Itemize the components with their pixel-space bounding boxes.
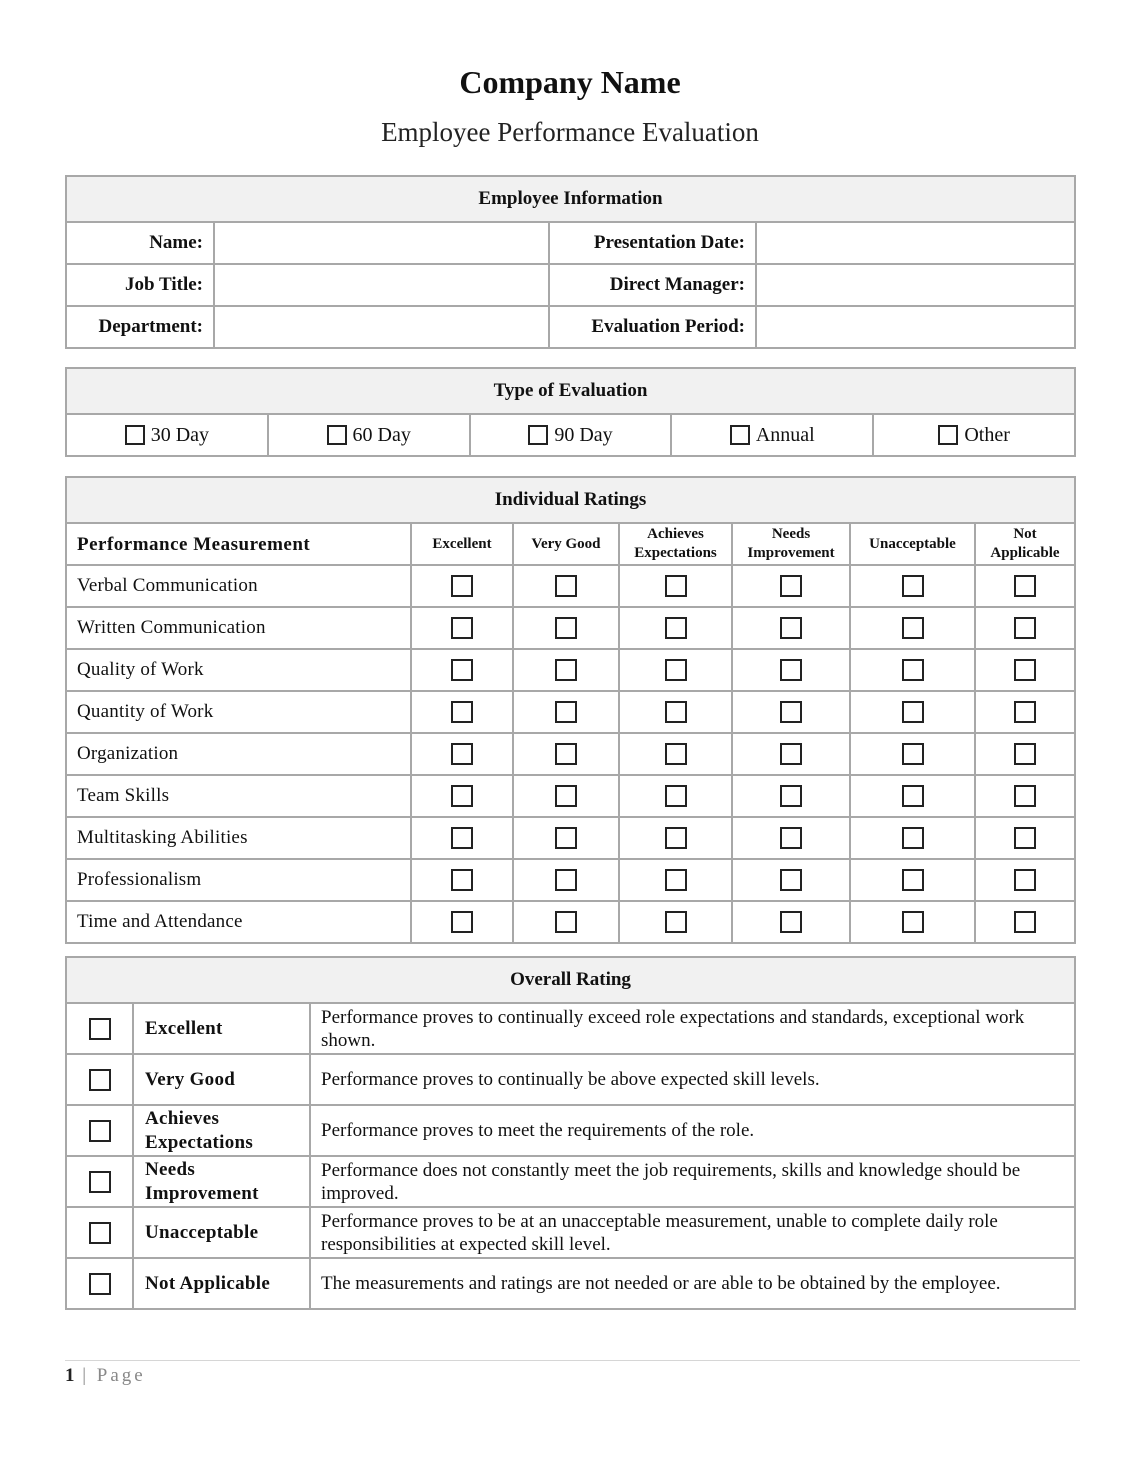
rating-column-label: Excellent bbox=[432, 535, 492, 552]
type-option-other[interactable] bbox=[873, 414, 1075, 456]
rating-column-label: Achieves bbox=[647, 526, 704, 542]
rating-column-header bbox=[619, 523, 732, 565]
rating-cell[interactable] bbox=[411, 859, 513, 901]
rating-cell[interactable] bbox=[732, 817, 850, 859]
rating-column-label: Very Good bbox=[531, 535, 601, 552]
measurement-label: Quality of Work bbox=[66, 649, 411, 691]
rating-checkbox[interactable] bbox=[902, 701, 924, 723]
rating-cell[interactable] bbox=[513, 691, 619, 733]
rating-checkbox[interactable] bbox=[451, 575, 473, 597]
rating-cell[interactable] bbox=[411, 649, 513, 691]
page-number: 1 bbox=[65, 1365, 75, 1386]
rating-checkbox[interactable] bbox=[780, 869, 802, 891]
rating-cell[interactable] bbox=[619, 649, 732, 691]
rating-checkbox[interactable] bbox=[555, 827, 577, 849]
rating-checkbox[interactable] bbox=[665, 743, 687, 765]
rating-checkbox[interactable] bbox=[555, 743, 577, 765]
measurement-label: Team Skills bbox=[66, 775, 411, 817]
rating-checkbox[interactable] bbox=[1014, 869, 1036, 891]
overall-rating-name bbox=[133, 1258, 310, 1309]
table-row bbox=[66, 733, 1075, 775]
rating-cell[interactable] bbox=[619, 775, 732, 817]
rating-cell[interactable] bbox=[975, 565, 1075, 607]
overall-checkbox-cell[interactable] bbox=[66, 1003, 133, 1054]
rating-checkbox[interactable] bbox=[1014, 911, 1036, 933]
overall-rating-name-line: Not Applicable bbox=[145, 1272, 271, 1294]
rating-cell[interactable] bbox=[975, 691, 1075, 733]
rating-cell[interactable] bbox=[513, 859, 619, 901]
rating-cell[interactable] bbox=[850, 817, 975, 859]
table-row bbox=[66, 859, 1075, 901]
rating-cell[interactable] bbox=[975, 901, 1075, 943]
rating-column-label: Unacceptable bbox=[869, 535, 956, 552]
rating-cell[interactable] bbox=[619, 607, 732, 649]
rating-checkbox[interactable] bbox=[780, 785, 802, 807]
overall-checkbox[interactable] bbox=[89, 1273, 111, 1295]
employee-info-heading: Employee Information bbox=[66, 176, 1075, 222]
rating-cell[interactable] bbox=[619, 901, 732, 943]
table-row bbox=[66, 1054, 1075, 1105]
type-option-label: 90 Day bbox=[554, 423, 613, 446]
rating-checkbox[interactable] bbox=[555, 659, 577, 681]
checkbox[interactable] bbox=[327, 425, 347, 445]
rating-checkbox[interactable] bbox=[555, 617, 577, 639]
overall-rating-name-line: Achieves bbox=[145, 1107, 220, 1129]
type-option-30-day[interactable] bbox=[66, 414, 268, 456]
rating-cell[interactable] bbox=[513, 817, 619, 859]
measurement-label: Written Communication bbox=[66, 607, 411, 649]
table-row bbox=[66, 691, 1075, 733]
rating-column-label: Applicable bbox=[990, 545, 1060, 561]
rating-checkbox[interactable] bbox=[902, 911, 924, 933]
overall-rating-name bbox=[133, 1003, 310, 1054]
rating-checkbox[interactable] bbox=[1014, 827, 1036, 849]
table-row bbox=[66, 607, 1075, 649]
rating-cell[interactable] bbox=[850, 607, 975, 649]
rating-cell[interactable] bbox=[411, 901, 513, 943]
individual-ratings-table bbox=[65, 476, 1076, 944]
rating-checkbox[interactable] bbox=[665, 785, 687, 807]
rating-cell[interactable] bbox=[411, 607, 513, 649]
company-name: Company Name bbox=[459, 64, 681, 100]
rating-checkbox[interactable] bbox=[451, 785, 473, 807]
rating-cell[interactable] bbox=[850, 565, 975, 607]
evaluation-period-field[interactable] bbox=[756, 306, 1075, 348]
rating-checkbox[interactable] bbox=[665, 701, 687, 723]
rating-checkbox[interactable] bbox=[555, 701, 577, 723]
overall-checkbox[interactable] bbox=[89, 1171, 111, 1193]
rating-cell[interactable] bbox=[975, 859, 1075, 901]
rating-checkbox[interactable] bbox=[555, 785, 577, 807]
table-row bbox=[66, 817, 1075, 859]
rating-column-label: Not bbox=[1013, 526, 1037, 542]
rating-cell[interactable] bbox=[732, 859, 850, 901]
rating-cell[interactable] bbox=[411, 733, 513, 775]
rating-checkbox[interactable] bbox=[451, 827, 473, 849]
rating-checkbox[interactable] bbox=[902, 743, 924, 765]
overall-rating-name-line: Excellent bbox=[145, 1017, 223, 1039]
rating-checkbox[interactable] bbox=[665, 659, 687, 681]
rating-checkbox[interactable] bbox=[665, 617, 687, 639]
measurement-label: Multitasking Abilities bbox=[66, 817, 411, 859]
rating-checkbox[interactable] bbox=[451, 743, 473, 765]
rating-checkbox[interactable] bbox=[902, 785, 924, 807]
rating-cell[interactable] bbox=[619, 691, 732, 733]
overall-rating-name bbox=[133, 1156, 310, 1207]
rating-checkbox[interactable] bbox=[780, 911, 802, 933]
rating-cell[interactable] bbox=[850, 733, 975, 775]
overall-rating-description: Performance proves to continually be above expected skill levels. bbox=[310, 1054, 1075, 1105]
evaluation-period-label: Evaluation Period: bbox=[549, 306, 756, 348]
rating-checkbox[interactable] bbox=[555, 575, 577, 597]
individual-ratings-heading: Individual Ratings bbox=[66, 477, 1075, 523]
overall-rating-name-line: Expectations bbox=[145, 1131, 254, 1153]
measurement-label: Organization bbox=[66, 733, 411, 775]
rating-checkbox[interactable] bbox=[902, 575, 924, 597]
rating-cell[interactable] bbox=[619, 733, 732, 775]
overall-rating-name-line: Improvement bbox=[145, 1182, 259, 1204]
rating-checkbox[interactable] bbox=[780, 659, 802, 681]
rating-cell[interactable] bbox=[732, 901, 850, 943]
overall-checkbox[interactable] bbox=[89, 1120, 111, 1142]
page-label: | Page bbox=[82, 1365, 146, 1386]
table-row bbox=[66, 1105, 1075, 1156]
table-row bbox=[66, 1156, 1075, 1207]
overall-rating-description: Performance proves to be at an unacceptable measurement, unable to complete daily role responsibilities at expected skill level. bbox=[310, 1207, 1075, 1258]
rating-cell[interactable] bbox=[975, 607, 1075, 649]
rating-cell[interactable] bbox=[975, 733, 1075, 775]
rating-cell[interactable] bbox=[513, 733, 619, 775]
table-row bbox=[66, 649, 1075, 691]
rating-checkbox[interactable] bbox=[902, 827, 924, 849]
rating-cell[interactable] bbox=[619, 565, 732, 607]
table-row bbox=[66, 565, 1075, 607]
overall-rating-description: Performance proves to continually exceed role expectations and standards, exceptional work shown. bbox=[310, 1003, 1075, 1054]
rating-column-header bbox=[411, 523, 513, 565]
overall-checkbox[interactable] bbox=[89, 1069, 111, 1091]
job-title-label: Job Title: bbox=[66, 264, 214, 306]
rating-cell[interactable] bbox=[513, 649, 619, 691]
rating-checkbox[interactable] bbox=[1014, 659, 1036, 681]
overall-rating-name-line: Needs bbox=[145, 1158, 196, 1180]
name-field[interactable] bbox=[214, 222, 549, 264]
presentation-date-label: Presentation Date: bbox=[549, 222, 756, 264]
rating-cell[interactable] bbox=[850, 775, 975, 817]
overall-rating-name bbox=[133, 1105, 310, 1156]
checkbox[interactable] bbox=[125, 425, 145, 445]
rating-checkbox[interactable] bbox=[451, 869, 473, 891]
type-option-label: Other bbox=[964, 423, 1010, 446]
rating-cell[interactable] bbox=[850, 859, 975, 901]
rating-checkbox[interactable] bbox=[902, 659, 924, 681]
overall-checkbox-cell[interactable] bbox=[66, 1207, 133, 1258]
overall-checkbox[interactable] bbox=[89, 1222, 111, 1244]
evaluation-type-heading: Type of Evaluation bbox=[66, 368, 1075, 414]
measurement-label: Quantity of Work bbox=[66, 691, 411, 733]
type-option-90-day[interactable] bbox=[470, 414, 672, 456]
measurement-label: Verbal Communication bbox=[66, 565, 411, 607]
form-title: Employee Performance Evaluation bbox=[381, 117, 759, 147]
rating-column-label: Improvement bbox=[747, 545, 835, 561]
overall-checkbox-cell[interactable] bbox=[66, 1105, 133, 1156]
rating-cell[interactable] bbox=[975, 775, 1075, 817]
department-label: Department: bbox=[66, 306, 214, 348]
rating-cell[interactable] bbox=[411, 691, 513, 733]
rating-checkbox[interactable] bbox=[780, 827, 802, 849]
rating-checkbox[interactable] bbox=[1014, 701, 1036, 723]
rating-checkbox[interactable] bbox=[902, 869, 924, 891]
rating-cell[interactable] bbox=[732, 565, 850, 607]
info-row bbox=[66, 264, 1075, 306]
rating-checkbox[interactable] bbox=[1014, 575, 1036, 597]
overall-rating-name bbox=[133, 1207, 310, 1258]
rating-checkbox[interactable] bbox=[1014, 617, 1036, 639]
table-row bbox=[66, 1003, 1075, 1054]
type-option-label: Annual bbox=[755, 423, 815, 446]
rating-column-header bbox=[975, 523, 1075, 565]
overall-rating-description: Performance proves to meet the requirements of the role. bbox=[310, 1105, 1075, 1156]
rating-cell[interactable] bbox=[975, 817, 1075, 859]
rating-checkbox[interactable] bbox=[902, 617, 924, 639]
rating-cell[interactable] bbox=[850, 691, 975, 733]
overall-rating-table bbox=[65, 956, 1076, 1310]
rating-cell[interactable] bbox=[619, 859, 732, 901]
rating-checkbox[interactable] bbox=[780, 575, 802, 597]
overall-rating-description: Performance does not constantly meet the job requirements, skills and knowledge should be improved. bbox=[310, 1156, 1075, 1207]
rating-column-header bbox=[850, 523, 975, 565]
presentation-date-field[interactable] bbox=[756, 222, 1075, 264]
rating-checkbox[interactable] bbox=[665, 869, 687, 891]
rating-checkbox[interactable] bbox=[665, 911, 687, 933]
measurement-label: Time and Attendance bbox=[66, 901, 411, 943]
department-field[interactable] bbox=[214, 306, 549, 348]
rating-checkbox[interactable] bbox=[555, 911, 577, 933]
page-footer bbox=[65, 1365, 146, 1387]
measurement-label: Professionalism bbox=[66, 859, 411, 901]
checkbox[interactable] bbox=[528, 425, 548, 445]
table-row bbox=[66, 901, 1075, 943]
type-option-annual[interactable] bbox=[671, 414, 873, 456]
evaluation-type-table bbox=[65, 367, 1076, 457]
rating-cell[interactable] bbox=[850, 649, 975, 691]
rating-cell[interactable] bbox=[732, 607, 850, 649]
rating-checkbox[interactable] bbox=[1014, 785, 1036, 807]
name-label: Name: bbox=[66, 222, 214, 264]
type-option-60-day[interactable] bbox=[268, 414, 470, 456]
rating-checkbox[interactable] bbox=[665, 575, 687, 597]
overall-rating-heading: Overall Rating bbox=[66, 957, 1075, 1003]
overall-checkbox-cell[interactable] bbox=[66, 1054, 133, 1105]
rating-checkbox[interactable] bbox=[1014, 743, 1036, 765]
rating-cell[interactable] bbox=[513, 607, 619, 649]
table-row bbox=[66, 775, 1075, 817]
overall-rating-name-line: Very Good bbox=[145, 1068, 236, 1090]
rating-cell[interactable] bbox=[850, 901, 975, 943]
rating-cell[interactable] bbox=[619, 817, 732, 859]
overall-checkbox-cell[interactable] bbox=[66, 1258, 133, 1309]
rating-checkbox[interactable] bbox=[555, 869, 577, 891]
overall-checkbox[interactable] bbox=[89, 1018, 111, 1040]
overall-rating-description: The measurements and ratings are not needed or are able to be obtained by the employee. bbox=[310, 1258, 1075, 1309]
rating-checkbox[interactable] bbox=[451, 617, 473, 639]
table-row bbox=[66, 1258, 1075, 1309]
rating-cell[interactable] bbox=[732, 649, 850, 691]
rating-cell[interactable] bbox=[732, 775, 850, 817]
employee-info-table bbox=[65, 175, 1076, 349]
rating-column-label: Needs bbox=[771, 526, 811, 542]
rating-column-label: Expectations bbox=[634, 545, 717, 561]
rating-column-header bbox=[513, 523, 619, 565]
rating-checkbox[interactable] bbox=[451, 911, 473, 933]
rating-checkbox[interactable] bbox=[780, 617, 802, 639]
type-option-label: 60 Day bbox=[352, 423, 411, 446]
rating-cell[interactable] bbox=[732, 691, 850, 733]
rating-checkbox[interactable] bbox=[451, 659, 473, 681]
performance-measurement-header: Performance Measurement bbox=[66, 523, 411, 565]
rating-checkbox[interactable] bbox=[665, 827, 687, 849]
direct-manager-label: Direct Manager: bbox=[549, 264, 756, 306]
footer-divider bbox=[65, 1360, 1080, 1361]
info-row bbox=[66, 306, 1075, 348]
checkbox[interactable] bbox=[730, 425, 750, 445]
type-option-label: 30 Day bbox=[150, 423, 210, 446]
table-row bbox=[66, 1207, 1075, 1258]
checkbox[interactable] bbox=[938, 425, 958, 445]
rating-checkbox[interactable] bbox=[451, 701, 473, 723]
rating-cell[interactable] bbox=[732, 733, 850, 775]
overall-checkbox-cell[interactable] bbox=[66, 1156, 133, 1207]
rating-checkbox[interactable] bbox=[780, 743, 802, 765]
info-row bbox=[66, 222, 1075, 264]
overall-rating-name-line: Unacceptable bbox=[145, 1221, 259, 1243]
rating-cell[interactable] bbox=[513, 565, 619, 607]
direct-manager-field[interactable] bbox=[756, 264, 1075, 306]
rating-cell[interactable] bbox=[411, 775, 513, 817]
job-title-field[interactable] bbox=[214, 264, 549, 306]
rating-column-header bbox=[732, 523, 850, 565]
rating-cell[interactable] bbox=[513, 901, 619, 943]
rating-cell[interactable] bbox=[975, 649, 1075, 691]
rating-checkbox[interactable] bbox=[780, 701, 802, 723]
rating-cell[interactable] bbox=[411, 817, 513, 859]
rating-cell[interactable] bbox=[513, 775, 619, 817]
overall-rating-name bbox=[133, 1054, 310, 1105]
rating-cell[interactable] bbox=[411, 565, 513, 607]
